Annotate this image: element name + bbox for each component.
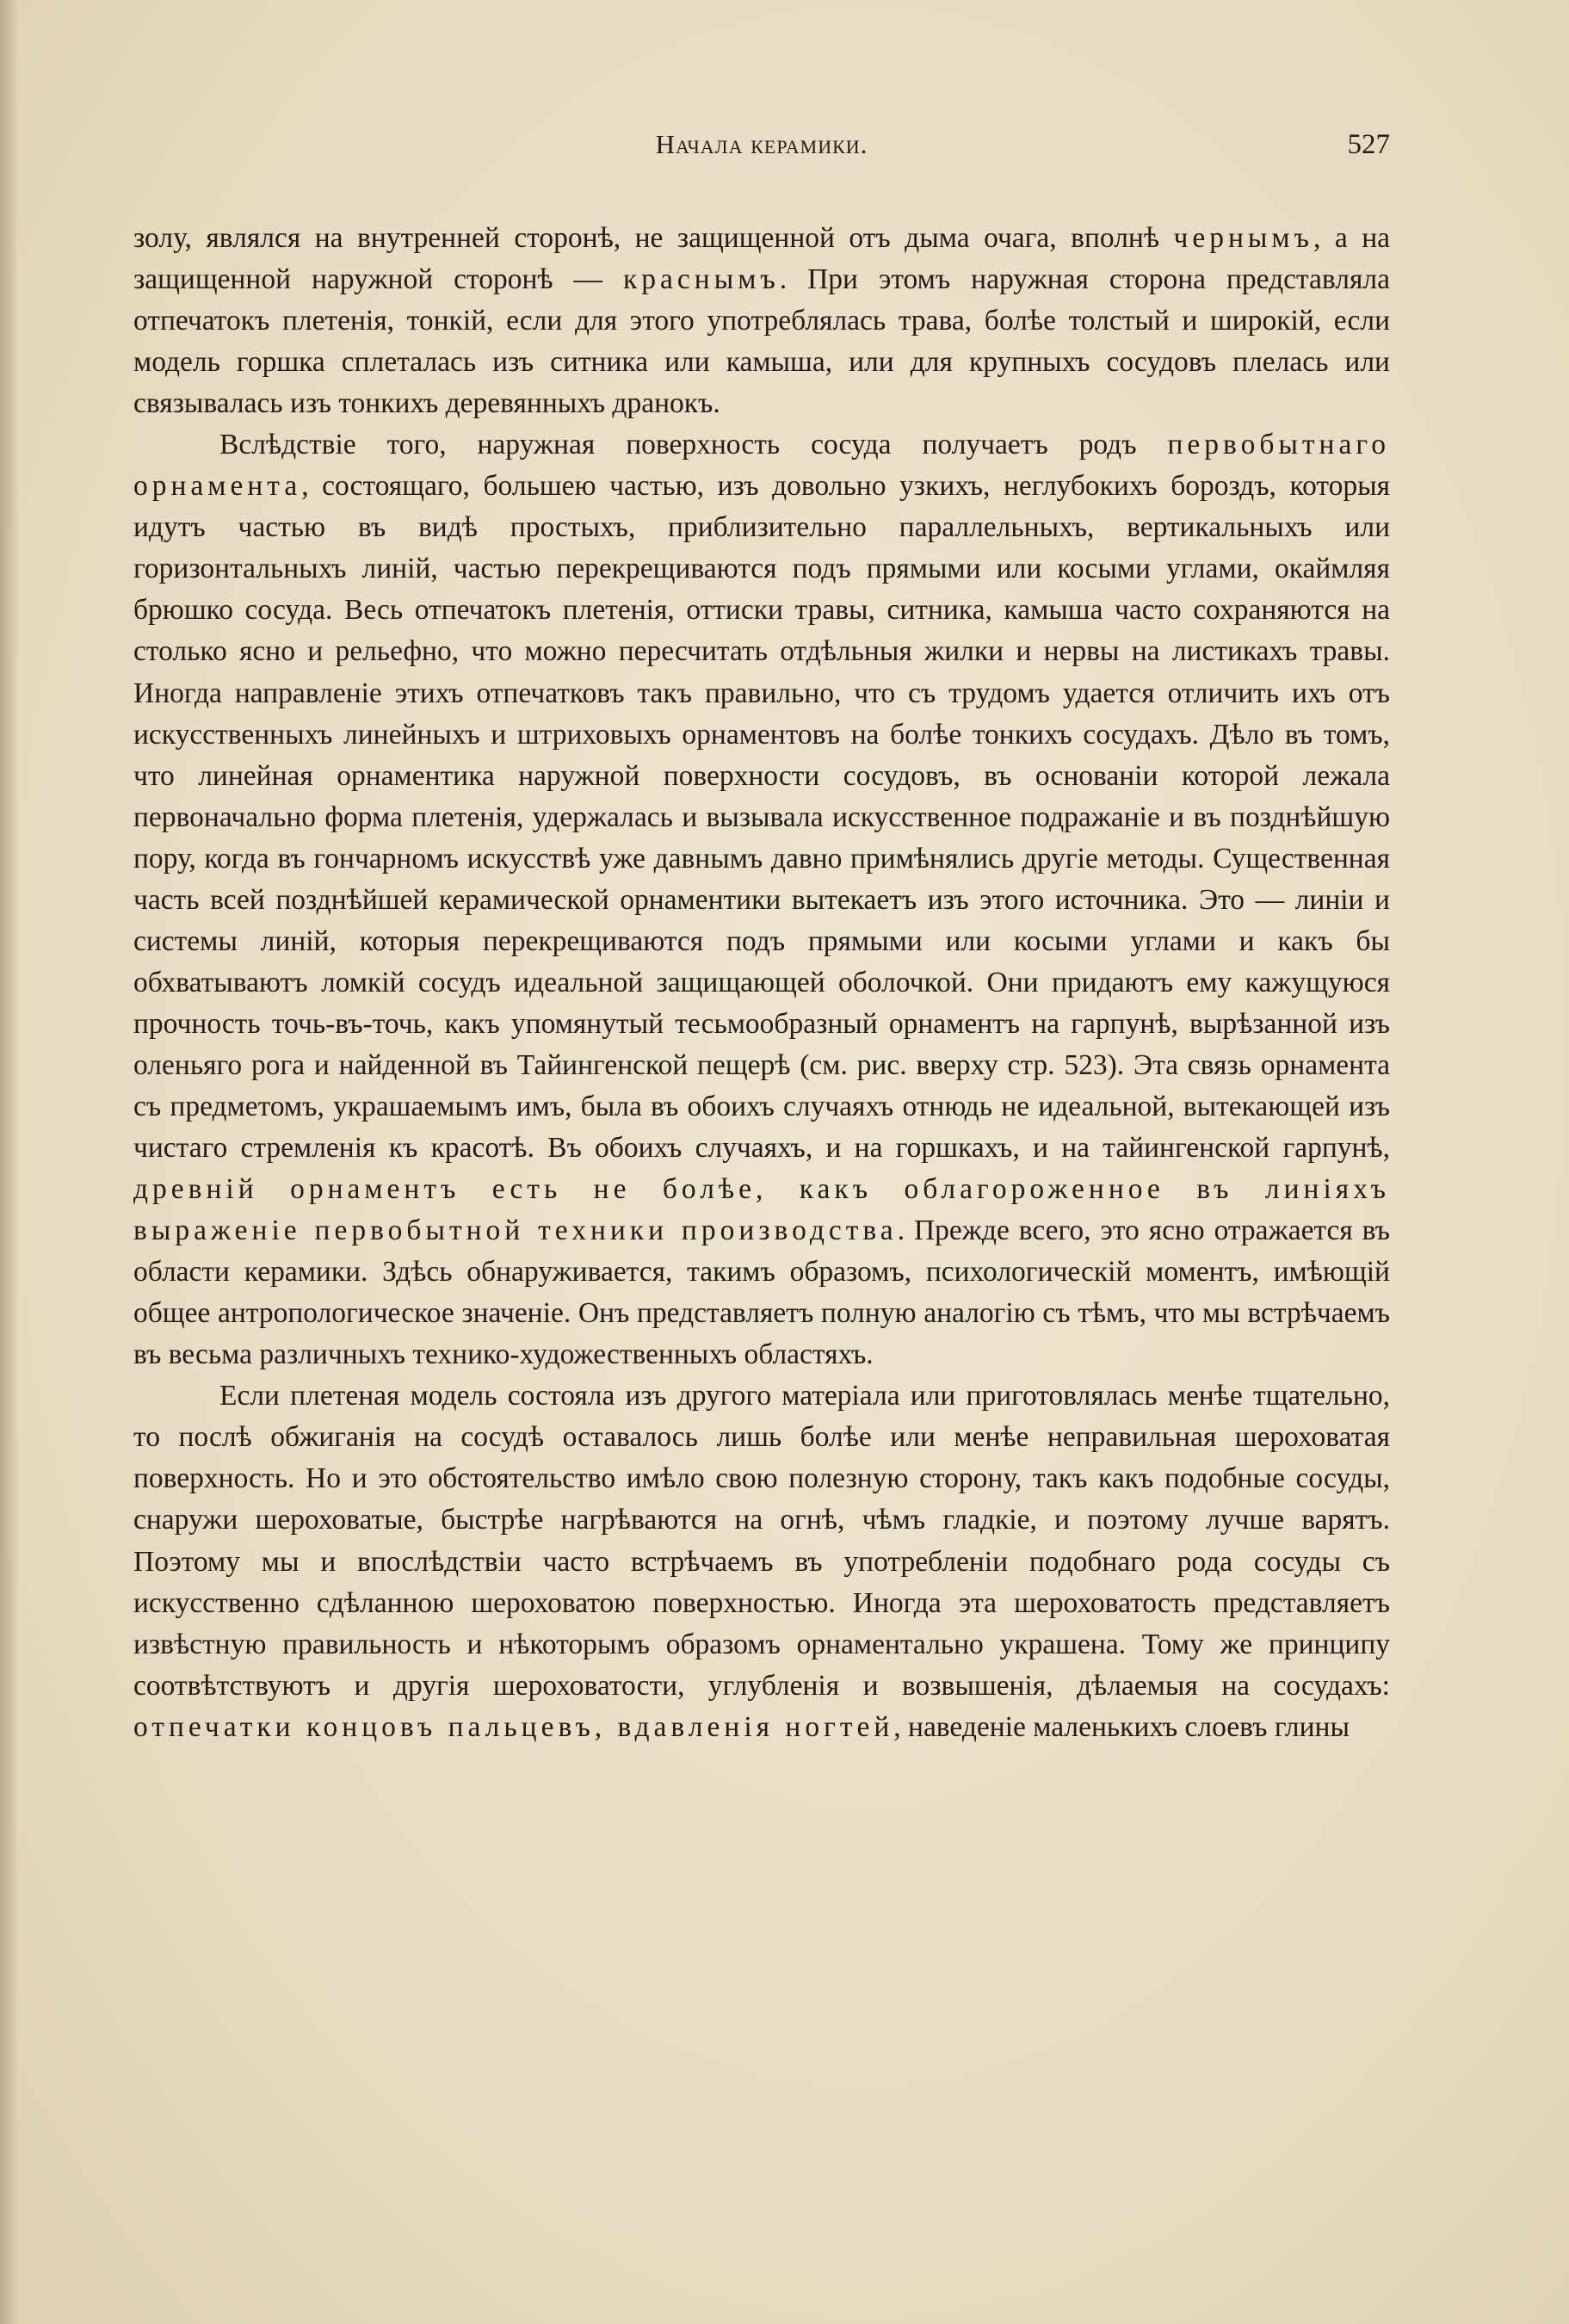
book-spine-shadow [0, 0, 19, 2324]
paragraph-text: золу, являлся на внутренней сторонѣ, не защищенной отъ дыма очага, вполнѣ [133, 222, 1174, 254]
page-number: 527 [1347, 129, 1390, 160]
emphasis-text: чернымъ [1173, 222, 1313, 254]
emphasis-text: отпечатки концовъ пальцевъ, вдавленія ногтей [133, 1710, 894, 1743]
emphasis-text: краснымъ [623, 263, 780, 296]
paragraph-text: Если плетеная модель состояла изъ другого матеріала или приготовлялась менѣе тщательно, то послѣ обжиганія на сосудѣ оставалось лишь болѣе или менѣе неправильная шероховатая поверхность. Но и это обстоятельство имѣло свою полезную сторону, такъ какъ подобные сосуды, снаружи шероховатые, быстрѣе нагрѣваются на огнѣ, чѣмъ гладкіе, и поэтому лучше варятъ. Поэтому мы и впослѣдствіи часто встрѣчаемъ въ употребленіи подобнаго рода сосуды съ искусственно сдѣланною шероховатою поверхностью. Иногда эта шероховатость представляетъ извѣстную правильность и нѣкоторымъ образомъ орнаментально украшена. Тому же принципу соотвѣтствуютъ и другія шероховатости, углубленія и возвышенія, дѣлаемыя на сосудахъ: [133, 1380, 1390, 1702]
paragraph-text: , наведеніе маленькихъ слоевъ глины [893, 1710, 1350, 1743]
running-title: Начала керамики. [655, 129, 868, 159]
page-header [133, 129, 1390, 172]
paragraph-text: , а на защищенной наружной сторонѣ — [133, 222, 1390, 296]
paragraph [133, 1375, 1390, 1747]
emphasis-text: древній орнаментъ есть не болѣе, какъ облагороженное въ линіяхъ выраженіе первобытной техники производства [133, 1173, 1390, 1247]
paragraph-text: . Прежде всего, это ясно отражается въ области керамики. Здѣсь обнаруживается, такимъ образомъ, психологическій моментъ, имѣющій общее антропологическое значеніе. Онъ представляетъ полную аналогію съ тѣмъ, что мы встрѣчаемъ въ весьма различныхъ технико-художественныхъ областяхъ. [133, 1215, 1390, 1371]
paragraph-text: . При этомъ наружная сторона представляла отпечатокъ плетенія, тонкій, если для этого употреблялась трава, болѣе толстый и широкій, если модель горшка сплеталась изъ ситника или камыша, или для крупныхъ сосудовъ плелась или связывалась изъ тонкихъ деревянныхъ дранокъ. [133, 263, 1391, 420]
emphasis-text: первобытнаго орнамента [133, 429, 1390, 503]
paragraph [133, 218, 1390, 424]
paragraph-text: , состоящаго, большею частью, изъ довольно узкихъ, неглубокихъ бороздъ, которыя идутъ частью въ видѣ простыхъ, приблизительно параллельныхъ, вертикальныхъ или горизонтальныхъ линій, частью перекрещиваются подъ прямыми или косыми углами, окаймляя брюшко сосуда. Весь отпечатокъ плетенія, оттиски травы, ситника, камыша часто сохраняются на столько ясно и рельефно, что можно пересчитать отдѣльныя жилки и нервы на листикахъ травы. Иногда направленіе этихъ отпечатковъ такъ правильно, что съ трудомъ удается отличить ихъ отъ искусственныхъ линейныхъ и штриховыхъ орнаментовъ на болѣе тонкихъ сосудахъ. Дѣло въ томъ, что линейная орнаментика наружной поверхности сосудовъ, въ основаніи которой лежала первоначально форма плетенія, удержалась и вызывала искусственное подражаніе и въ позднѣйшую пору, когда въ гончарномъ искусствѣ уже давнымъ давно примѣнялись другіе методы. Существенная часть всей позднѣйшей керамической орнаментики вытекаетъ изъ этого источника. Это — линіи и системы линій, которыя перекрещиваются подъ прямыми или косыми углами и какъ бы обхватываютъ ломкій сосудъ идеальной защищающей оболочкой. Они придаютъ ему кажущуюся прочность точь-въ-точь, какъ упомянутый тесьмообразный орнаментъ на гарпунѣ, вырѣзанной изъ оленьяго рога и найденной въ Тайингенской пещерѣ (см. рис. вверху стр. 523). Эта связь орнамента съ предметомъ, украшаемымъ имъ, была въ обоихъ случаяхъ отнюдь не идеальной, вытекающей изъ чистаго стремленія къ красотѣ. Въ обоихъ случаяхъ, и на горшкахъ, и на тайингенской гарпунѣ, [133, 470, 1390, 1165]
body-text [133, 218, 1390, 1748]
paragraph [133, 424, 1390, 1375]
paragraph-text: Вслѣдствіе того, наружная поверхность сосуда получаетъ родъ [219, 429, 1168, 461]
